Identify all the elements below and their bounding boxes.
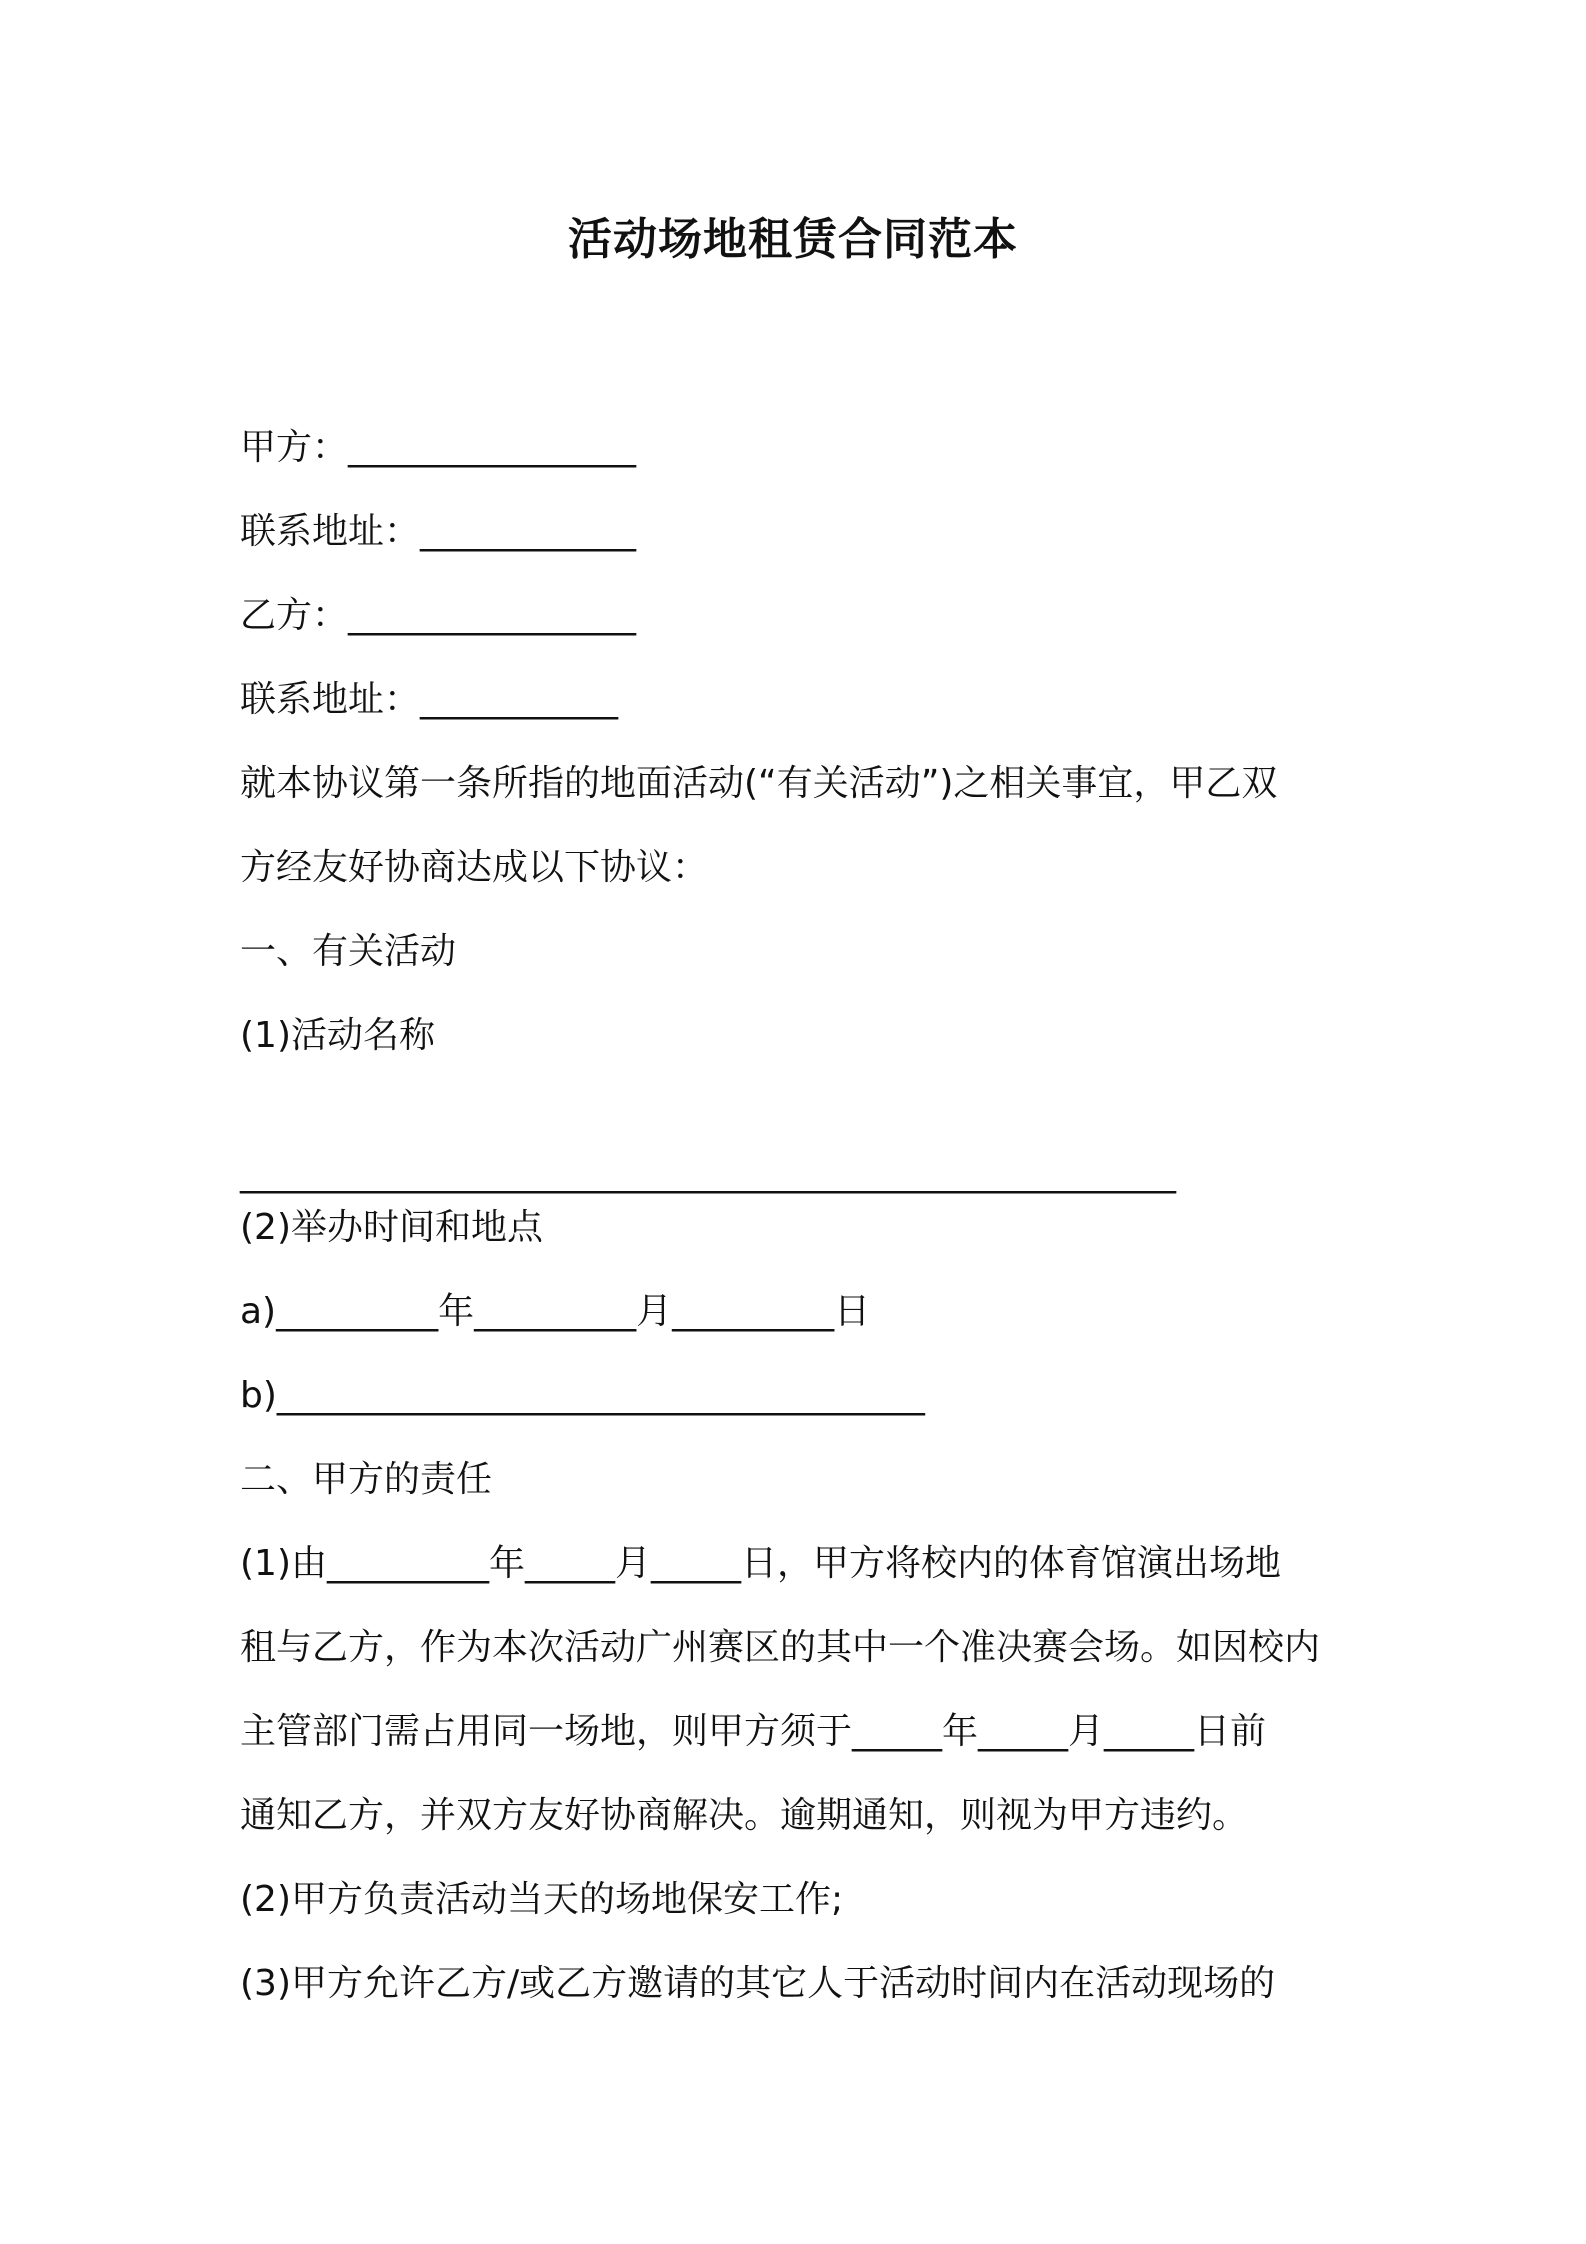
date-line: a)_________年_________月_________日 [240, 1291, 871, 1332]
party-b-address-line: 联系地址：___________ [240, 679, 619, 720]
place-line: b)____________________________________ [240, 1375, 925, 1416]
preamble-line-2: 方经友好协商达成以下协议： [240, 847, 709, 888]
party-b-line: 乙方：________________ [240, 595, 637, 636]
party-a-line: 甲方：________________ [240, 427, 637, 468]
time-place-label: (2)举办时间和地点 [240, 1207, 543, 1248]
clause-2-1-line-3: 主管部门需占用同一场地，则甲方须于_____年_____月_____日前 [240, 1711, 1267, 1752]
activity-name-blank: ____________________________________________________ [240, 1153, 1176, 1194]
document-body [240, 406, 1360, 2026]
activity-name-label: (1)活动名称 [240, 1015, 435, 1056]
clause-2-1-line-2: 租与乙方，作为本次活动广州赛区的其中一个准决赛会场。如因校内 [240, 1627, 1321, 1668]
clause-2-1-line-1: (1)由_________年_____月_____日，甲方将校内的体育馆演出场地 [240, 1543, 1281, 1584]
clause-2-1-line-4: 通知乙方，并双方友好协商解决。逾期通知，则视为甲方违约。 [240, 1795, 1249, 1836]
clause-2-3-line: (3)甲方允许乙方/或乙方邀请的其它人于活动时间内在活动现场的 [240, 1963, 1276, 2004]
party-a-address-line: 联系地址：____________ [240, 511, 637, 552]
section-heading-2: 二、甲方的责任 [240, 1459, 493, 1500]
document-title: 活动场地租赁合同范本 [568, 214, 1018, 265]
clause-2-2-line: (2)甲方负责活动当天的场地保安工作; [240, 1879, 844, 1920]
preamble-line-1: 就本协议第一条所指的地面活动(“有关活动”)之相关事宜，甲乙双 [240, 763, 1278, 804]
section-heading-1: 一、有关活动 [240, 931, 457, 972]
